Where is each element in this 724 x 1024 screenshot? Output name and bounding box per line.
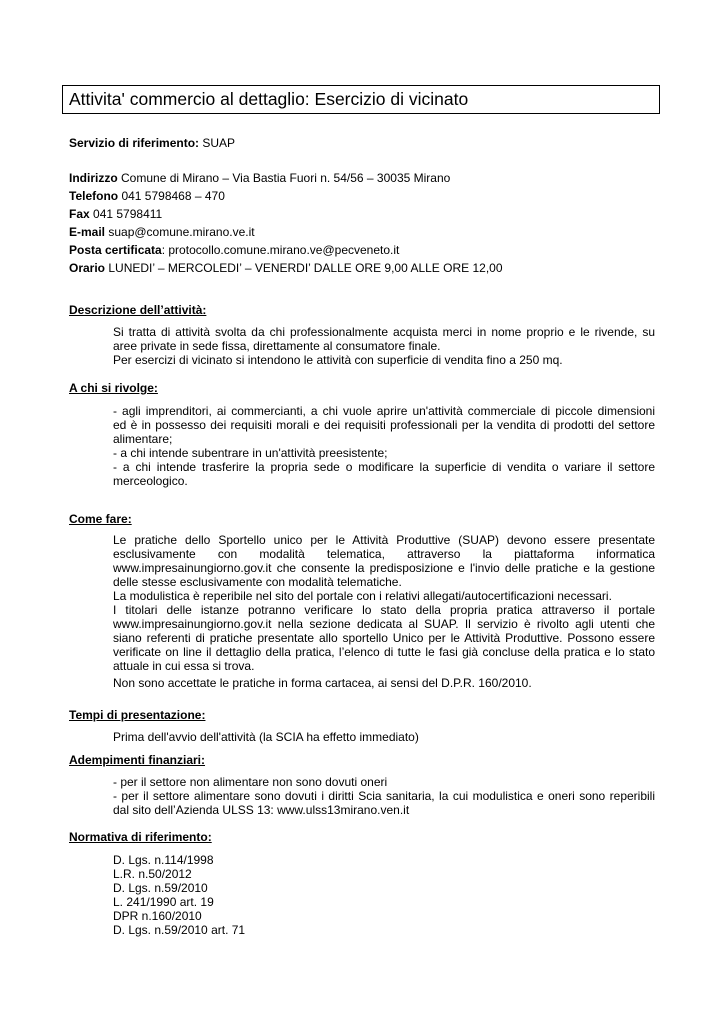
text-line: Non sono accettate le pratiche in forma cartacea, ai sensi del D.P.R. 160/2010.: [113, 676, 532, 690]
adempimenti-body: [113, 775, 655, 817]
text-line: - per il settore non alimentare non sono dovuti oneri: [113, 775, 388, 789]
text-line: - a chi intende trasferire la propria sede o modificare la superficie di vendita o variare il settore: [113, 460, 655, 474]
text-line: I titolari delle istanze potranno verificare lo stato della propria pratica attraverso il portale: [113, 603, 655, 617]
tempi-body: [113, 730, 655, 744]
hours-value: LUNEDI’ – MERCOLEDI’ – VENERDI’ DALLE ORE 9,00 ALLE ORE 12,00: [105, 261, 503, 275]
pec-line: [69, 243, 399, 258]
phone-value: 041 5798468 – 470: [118, 189, 225, 203]
email-value[interactable]: suap@comune.mirano.ve.it: [105, 225, 255, 239]
text-line: merceologico.: [113, 474, 188, 488]
normativa-body: [113, 853, 655, 937]
text-line: esclusivamente con modalità telematica, attraverso la piattaforma informatica: [113, 547, 655, 561]
text-line: www.impresainungiorno.gov.it nella sezione dedicata al SUAP. Il servizio è rivolto agli utenti che: [113, 617, 655, 631]
text-line: L.R. n.50/2012: [113, 867, 192, 881]
text-line: D. Lgs. n.114/1998: [113, 853, 214, 867]
text-line: La modulistica è reperibile nel sito del portale con i relativi allegati/autocertificazioni necessari.: [113, 589, 612, 603]
service-label: Servizio di riferimento:: [69, 136, 200, 150]
phone-line: [69, 189, 225, 204]
text-line: Le pratiche dello Sportello unico per le Attività Produttive (SUAP) devono essere presentate: [113, 533, 655, 547]
hours-line: [69, 261, 503, 276]
fax-line: [69, 207, 162, 222]
come-body: [113, 533, 655, 690]
pec-value[interactable]: : protocollo.comune.mirano.ve@pecveneto.it: [161, 243, 400, 257]
text-line: - per il settore alimentare sono dovuti i diritti Scia sanitaria, la cui modulistica e oneri sono reperibili: [113, 789, 655, 803]
email-line: [69, 225, 255, 240]
text-line: Per esercizi di vicinato si intendono le attività con superficie di vendita fino a 250 mq.: [113, 353, 563, 367]
text-line: - agli imprenditori, ai commercianti, a chi vuole aprire un'attività commerciale di piccole dimensioni: [113, 404, 655, 418]
descrizione-body: [113, 325, 655, 367]
service-line: [69, 136, 235, 151]
text-line: ed è in possesso dei requisiti morali e dei requisiti professionali per la vendita di prodotti del settore: [113, 418, 655, 432]
chi-body: [113, 404, 655, 488]
text-line: delle stesse esclusivamente con modalità telematiche.: [113, 575, 402, 589]
address-value: Comune di Mirano – Via Bastia Fuori n. 54/56 – 30035 Mirano: [117, 171, 451, 185]
text-line: alimentare;: [113, 432, 173, 446]
heading-tempi: Tempi di presentazione:: [69, 708, 206, 722]
page-title: Attivita' commercio al dettaglio: Esercizio di vicinato: [69, 89, 469, 109]
pec-label: Posta certificata: [69, 243, 162, 257]
email-label: E-mail: [69, 225, 106, 239]
text-line: DPR n.160/2010: [113, 909, 202, 923]
heading-come: Come fare:: [69, 512, 132, 526]
heading-chi: A chi si rivolge:: [69, 381, 158, 395]
text-line: verificate on line il dettaglio della pratica, l’elenco di tutte le fasi già concluse della pratica e lo stato: [113, 645, 655, 659]
text-line: D. Lgs. n.59/2010: [113, 881, 208, 895]
text-line: Si tratta di attività svolta da chi professionalmente acquista merci in nome proprio e le rivende, su: [113, 325, 655, 339]
text-line: siano referenti di pratiche presentate allo sportello Unico per le Attività Produttive. Possono essere: [113, 631, 655, 645]
address-line: [69, 171, 450, 186]
text-line: dal sito dell’Azienda ULSS 13: www.ulss13mirano.ven.it: [113, 803, 410, 817]
text-line: www.impresainungiorno.gov.it che consente la predisposizione e l'invio delle pratiche e la gestione: [113, 561, 655, 575]
phone-label: Telefono: [69, 189, 119, 203]
heading-normativa: Normativa di riferimento:: [69, 830, 212, 844]
fax-value: 041 5798411: [89, 207, 163, 221]
text-line: D. Lgs. n.59/2010 art. 71: [113, 923, 246, 937]
heading-adempimenti: Adempimenti finanziari:: [69, 753, 206, 767]
text-line: Prima dell'avvio dell'attività (la SCIA ha effetto immediato): [113, 730, 419, 744]
fax-label: Fax: [69, 207, 90, 221]
address-label: Indirizzo: [69, 171, 118, 185]
title-box: [62, 85, 660, 114]
text-line: aree private in sede fissa, direttamente al consumatore finale.: [113, 339, 441, 353]
text-line: L. 241/1990 art. 19: [113, 895, 214, 909]
text-line: - a chi intende subentrare in un'attività preesistente;: [113, 446, 388, 460]
hours-label: Orario: [69, 261, 106, 275]
text-line: attuale in cui essa si trova.: [113, 659, 255, 673]
heading-descrizione: Descrizione dell’attività:: [69, 303, 207, 317]
service-value: SUAP: [199, 136, 236, 150]
